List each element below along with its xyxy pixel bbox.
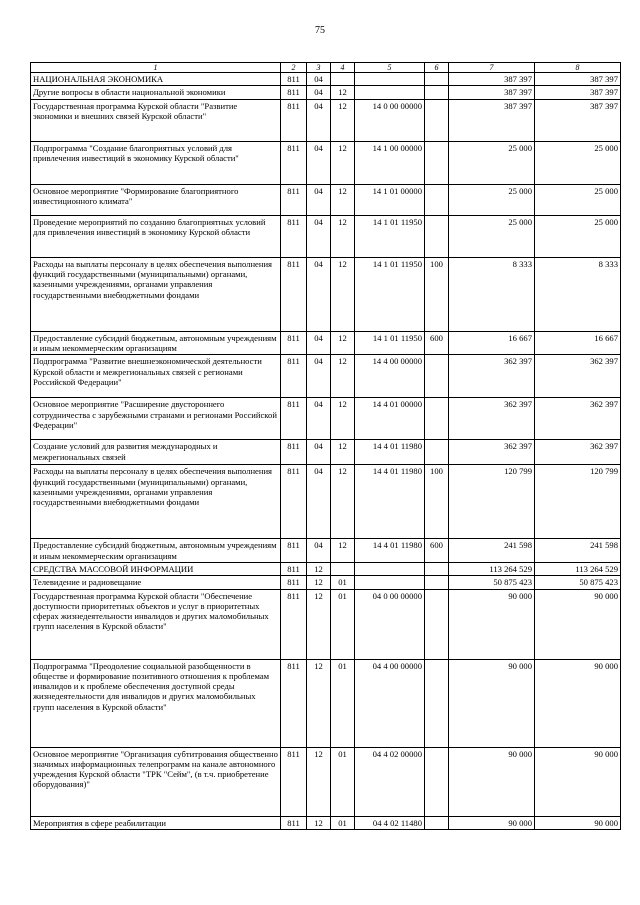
row-subsection-cell: 12: [331, 355, 355, 398]
header-cell: 1: [31, 63, 281, 73]
row-grbs-code-cell: 811: [281, 398, 307, 440]
row-amount-cell: 90 000: [535, 747, 621, 816]
row-subsection-cell: 12: [331, 215, 355, 257]
row-grbs-code-cell: 811: [281, 184, 307, 215]
row-grbs-code-cell: 811: [281, 589, 307, 659]
row-description-cell: Подпрограмма "Преодоление социальной разобщенности в обществе и формирование позитивного отношения к проблемам инвалидов и к проблеме обеспечения доступной среды жизнедеятельности для инвалидов и других маломобильных групп населения в Курской области": [31, 659, 281, 747]
row-subsection-cell: 12: [331, 86, 355, 99]
table-row: [31, 331, 621, 355]
row-description-cell: Телевидение и радиовещание: [31, 576, 281, 589]
row-section-cell: 04: [307, 539, 331, 563]
row-amount-cell: 241 598: [535, 539, 621, 563]
row-amount-cell: 25 000: [535, 184, 621, 215]
row-description-cell: Мероприятия в сфере реабилитации: [31, 816, 281, 829]
table-row: [31, 355, 621, 398]
row-amount-cell: 8 333: [449, 257, 535, 331]
row-description-cell: Создание условий для развития международных и межрегиональных связей: [31, 440, 281, 465]
row-section-cell: 12: [307, 589, 331, 659]
page-number: 75: [315, 25, 325, 36]
row-amount-cell: 387 397: [535, 73, 621, 86]
row-grbs-code-cell: 811: [281, 86, 307, 99]
row-subsection-cell: 01: [331, 659, 355, 747]
table-row: [31, 539, 621, 563]
row-subsection-cell: 12: [331, 257, 355, 331]
header-cell: 4: [331, 63, 355, 73]
row-target-article-cell: [355, 86, 425, 99]
table-row: [31, 141, 621, 184]
table-row: [31, 73, 621, 86]
row-description-cell: Предоставление субсидий бюджетным, автономным учреждениям и иным некоммерческим организациям: [31, 331, 281, 355]
row-amount-cell: 387 397: [449, 99, 535, 141]
row-description-cell: СРЕДСТВА МАССОВОЙ ИНФОРМАЦИИ: [31, 562, 281, 575]
row-description-cell: Государственная программа Курской области "Обеспечение доступности приоритетных объектов и услуг в приоритетных сферах жизнедеятельности инвалидов и других маломобильных групп населения в Курской области": [31, 589, 281, 659]
row-target-article-cell: 14 4 00 00000: [355, 355, 425, 398]
row-target-article-cell: 14 1 01 11950: [355, 215, 425, 257]
row-amount-cell: 120 799: [535, 465, 621, 539]
row-description-cell: Государственная программа Курской области "Развитие экономики и внешних связей Курской области": [31, 99, 281, 141]
row-grbs-code-cell: 811: [281, 562, 307, 575]
row-subsection-cell: 12: [331, 141, 355, 184]
row-amount-cell: 387 397: [535, 86, 621, 99]
row-amount-cell: 120 799: [449, 465, 535, 539]
row-subsection-cell: 01: [331, 747, 355, 816]
row-target-article-cell: 14 1 01 11950: [355, 331, 425, 355]
row-section-cell: 04: [307, 257, 331, 331]
row-grbs-code-cell: 811: [281, 440, 307, 465]
row-target-article-cell: 04 0 00 00000: [355, 589, 425, 659]
row-section-cell: 04: [307, 99, 331, 141]
row-section-cell: 12: [307, 816, 331, 829]
table-row: [31, 184, 621, 215]
row-amount-cell: 90 000: [449, 589, 535, 659]
row-grbs-code-cell: 811: [281, 215, 307, 257]
row-grbs-code-cell: 811: [281, 659, 307, 747]
row-description-cell: Подпрограмма "Создание благоприятных условий для привлечения инвестиций в экономику Курской области": [31, 141, 281, 184]
table-row: [31, 589, 621, 659]
row-amount-cell: 25 000: [449, 141, 535, 184]
row-section-cell: 04: [307, 86, 331, 99]
header-cell: 2: [281, 63, 307, 73]
row-grbs-code-cell: 811: [281, 99, 307, 141]
row-grbs-code-cell: 811: [281, 465, 307, 539]
row-target-article-cell: 14 4 01 00000: [355, 398, 425, 440]
table-row: [31, 398, 621, 440]
row-amount-cell: 90 000: [535, 659, 621, 747]
row-amount-cell: 362 397: [449, 355, 535, 398]
row-target-article-cell: 14 1 00 00000: [355, 141, 425, 184]
row-expense-type-cell: [425, 215, 449, 257]
row-description-cell: Расходы на выплаты персоналу в целях обеспечения выполнения функций государственными (муниципальными) органами, казенными учреждениями, органами управления государственными внебюджетными фондами: [31, 257, 281, 331]
row-amount-cell: 50 875 423: [535, 576, 621, 589]
row-amount-cell: 113 264 529: [535, 562, 621, 575]
row-subsection-cell: 01: [331, 816, 355, 829]
row-description-cell: Расходы на выплаты персоналу в целях обеспечения выполнения функций государственными (муниципальными) органами, казенными учреждениями, органами управления государственными внебюджетными фондами: [31, 465, 281, 539]
row-grbs-code-cell: 811: [281, 539, 307, 563]
table-row: [31, 465, 621, 539]
row-expense-type-cell: [425, 86, 449, 99]
header-cell: 7: [449, 63, 535, 73]
row-description-cell: НАЦИОНАЛЬНАЯ ЭКОНОМИКА: [31, 73, 281, 86]
row-amount-cell: 387 397: [449, 73, 535, 86]
header-cell: 8: [535, 63, 621, 73]
header-cell: 5: [355, 63, 425, 73]
row-subsection-cell: 12: [331, 398, 355, 440]
row-target-article-cell: 14 1 01 11950: [355, 257, 425, 331]
row-expense-type-cell: 100: [425, 257, 449, 331]
row-amount-cell: 387 397: [449, 86, 535, 99]
row-expense-type-cell: [425, 99, 449, 141]
table-row: [31, 576, 621, 589]
row-amount-cell: 362 397: [449, 440, 535, 465]
row-expense-type-cell: 600: [425, 331, 449, 355]
table-header-row: [31, 63, 621, 73]
row-section-cell: 04: [307, 215, 331, 257]
row-target-article-cell: [355, 562, 425, 575]
row-section-cell: 12: [307, 747, 331, 816]
row-expense-type-cell: [425, 816, 449, 829]
row-target-article-cell: 04 4 02 11480: [355, 816, 425, 829]
table-row: [31, 257, 621, 331]
row-expense-type-cell: [425, 747, 449, 816]
row-section-cell: 12: [307, 562, 331, 575]
row-amount-cell: 387 397: [535, 99, 621, 141]
row-grbs-code-cell: 811: [281, 73, 307, 86]
row-section-cell: 04: [307, 398, 331, 440]
row-subsection-cell: 12: [331, 99, 355, 141]
header-cell: 3: [307, 63, 331, 73]
row-expense-type-cell: [425, 659, 449, 747]
row-subsection-cell: 12: [331, 184, 355, 215]
row-expense-type-cell: 600: [425, 539, 449, 563]
row-description-cell: Основное мероприятие "Формирование благоприятного инвестиционного климата": [31, 184, 281, 215]
row-expense-type-cell: [425, 562, 449, 575]
row-grbs-code-cell: 811: [281, 355, 307, 398]
row-section-cell: 04: [307, 141, 331, 184]
row-subsection-cell: 12: [331, 440, 355, 465]
row-target-article-cell: 04 4 00 00000: [355, 659, 425, 747]
row-amount-cell: 362 397: [535, 398, 621, 440]
table-row: [31, 562, 621, 575]
row-subsection-cell: 12: [331, 539, 355, 563]
row-subsection-cell: 01: [331, 576, 355, 589]
row-subsection-cell: 12: [331, 465, 355, 539]
row-grbs-code-cell: 811: [281, 576, 307, 589]
row-amount-cell: 90 000: [449, 747, 535, 816]
row-expense-type-cell: [425, 576, 449, 589]
row-expense-type-cell: [425, 355, 449, 398]
row-amount-cell: 362 397: [449, 398, 535, 440]
row-amount-cell: 362 397: [535, 355, 621, 398]
row-amount-cell: 25 000: [449, 184, 535, 215]
row-expense-type-cell: [425, 398, 449, 440]
row-amount-cell: 50 875 423: [449, 576, 535, 589]
row-grbs-code-cell: 811: [281, 747, 307, 816]
row-subsection-cell: 01: [331, 589, 355, 659]
row-section-cell: 04: [307, 184, 331, 215]
table-row: [31, 440, 621, 465]
budget-table: [30, 62, 621, 830]
row-amount-cell: 8 333: [535, 257, 621, 331]
row-description-cell: Проведение мероприятий по созданию благоприятных условий для привлечения инвестиций в экономику Курской области: [31, 215, 281, 257]
row-description-cell: Основное мероприятие "Организация субтитрования общественно значимых информационных телепрограмм на канале автономного учреждения Курской области "ТРК "Сейм", (в т.ч. приобретение оборудования)": [31, 747, 281, 816]
row-description-cell: Предоставление субсидий бюджетным, автономным учреждениям и иным некоммерческим организациям: [31, 539, 281, 563]
row-grbs-code-cell: 811: [281, 141, 307, 184]
row-description-cell: Подпрограмма "Развитие внешнеэкономической деятельности Курской области и межрегиональных связей с регионами Российской Федерации": [31, 355, 281, 398]
row-section-cell: 12: [307, 659, 331, 747]
row-subsection-cell: [331, 562, 355, 575]
row-section-cell: 04: [307, 465, 331, 539]
row-amount-cell: 362 397: [535, 440, 621, 465]
row-section-cell: 12: [307, 576, 331, 589]
row-expense-type-cell: [425, 73, 449, 86]
row-amount-cell: 90 000: [449, 659, 535, 747]
row-target-article-cell: 14 4 01 11980: [355, 440, 425, 465]
table-row: [31, 99, 621, 141]
row-description-cell: Другие вопросы в области национальной экономики: [31, 86, 281, 99]
row-expense-type-cell: [425, 184, 449, 215]
row-target-article-cell: 04 4 02 00000: [355, 747, 425, 816]
row-expense-type-cell: [425, 440, 449, 465]
row-subsection-cell: 12: [331, 331, 355, 355]
table-row: [31, 86, 621, 99]
row-grbs-code-cell: 811: [281, 816, 307, 829]
row-section-cell: 04: [307, 355, 331, 398]
table-row: [31, 747, 621, 816]
row-subsection-cell: [331, 73, 355, 86]
table-row: [31, 816, 621, 829]
row-target-article-cell: 14 4 01 11980: [355, 539, 425, 563]
row-target-article-cell: 14 0 00 00000: [355, 99, 425, 141]
header-cell: 6: [425, 63, 449, 73]
row-amount-cell: 90 000: [535, 589, 621, 659]
row-target-article-cell: 14 4 01 11980: [355, 465, 425, 539]
row-amount-cell: 25 000: [449, 215, 535, 257]
row-grbs-code-cell: 811: [281, 331, 307, 355]
row-amount-cell: 16 667: [449, 331, 535, 355]
table-row: [31, 659, 621, 747]
row-amount-cell: 25 000: [535, 215, 621, 257]
budget-table-body: [31, 63, 621, 830]
row-amount-cell: 25 000: [535, 141, 621, 184]
row-description-cell: Основное мероприятие "Расширение двустороннего сотрудничества с зарубежными странами и регионами Российской Федерации": [31, 398, 281, 440]
row-amount-cell: 90 000: [449, 816, 535, 829]
row-section-cell: 04: [307, 73, 331, 86]
row-amount-cell: 113 264 529: [449, 562, 535, 575]
row-amount-cell: 90 000: [535, 816, 621, 829]
row-amount-cell: 16 667: [535, 331, 621, 355]
row-expense-type-cell: [425, 589, 449, 659]
table-row: [31, 215, 621, 257]
row-amount-cell: 241 598: [449, 539, 535, 563]
row-section-cell: 04: [307, 331, 331, 355]
row-target-article-cell: 14 1 01 00000: [355, 184, 425, 215]
row-expense-type-cell: 100: [425, 465, 449, 539]
row-expense-type-cell: [425, 141, 449, 184]
row-target-article-cell: [355, 73, 425, 86]
row-target-article-cell: [355, 576, 425, 589]
row-section-cell: 04: [307, 440, 331, 465]
row-grbs-code-cell: 811: [281, 257, 307, 331]
